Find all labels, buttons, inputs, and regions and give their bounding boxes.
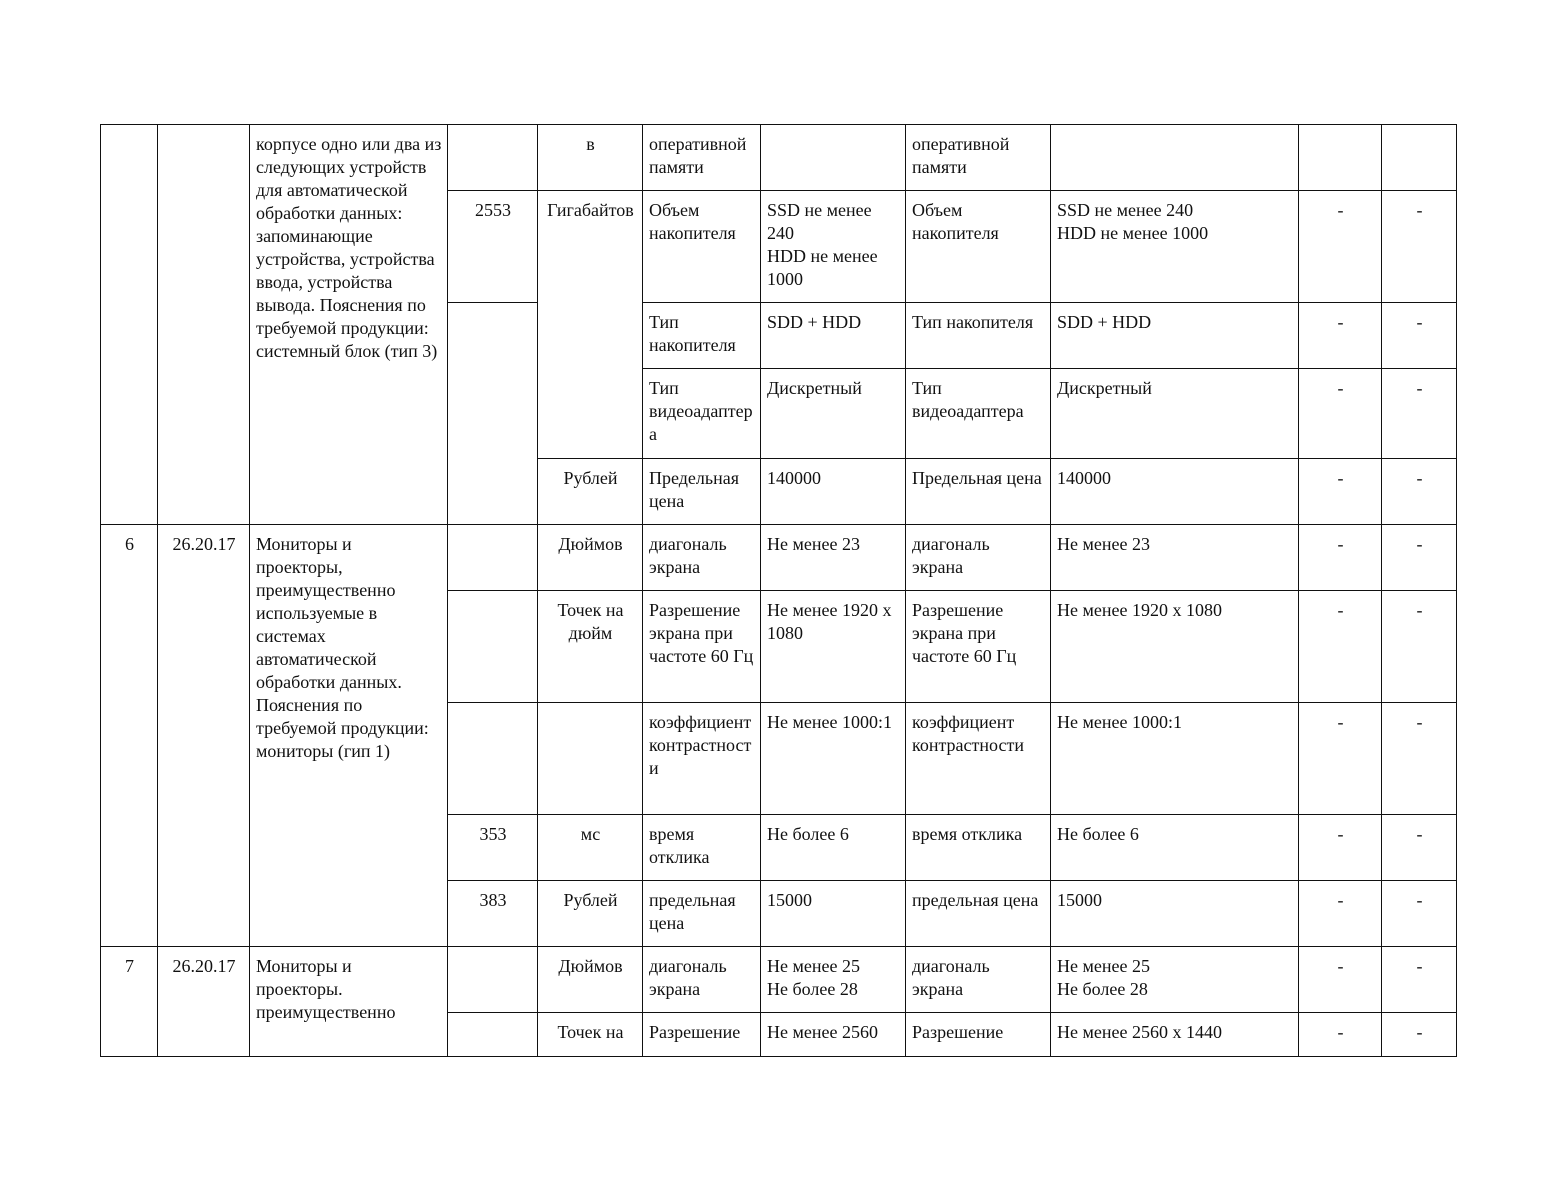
characteristic-name-2: Разрешение bbox=[906, 1013, 1051, 1057]
dash-cell: - bbox=[1299, 591, 1382, 703]
characteristic-name-2: Тип видеоадаптера bbox=[906, 369, 1051, 459]
dash-cell: - bbox=[1299, 525, 1382, 591]
dash-cell: - bbox=[1382, 591, 1457, 703]
unit-name: Рублей bbox=[538, 459, 643, 525]
characteristic-value: 140000 bbox=[761, 459, 906, 525]
characteristic-name-2: предельная цена bbox=[906, 881, 1051, 947]
product-description: Мониторы и проекторы, преимущественно используемые в системах автоматической обработки данных. Пояснения по требуемой продукции: мониторы (гип 1) bbox=[250, 525, 448, 947]
dash-cell: - bbox=[1299, 303, 1382, 369]
okei-code bbox=[448, 525, 538, 591]
dash-cell: - bbox=[1299, 703, 1382, 815]
characteristic-name-2: Тип накопителя bbox=[906, 303, 1051, 369]
okei-code: 353 bbox=[448, 815, 538, 881]
row-number: 7 bbox=[101, 947, 158, 1057]
unit-name: Дюймов bbox=[538, 947, 643, 1013]
okei-code bbox=[448, 1013, 538, 1057]
characteristic-value-2 bbox=[1051, 125, 1299, 191]
unit-name: мс bbox=[538, 815, 643, 881]
characteristic-value-2: 140000 bbox=[1051, 459, 1299, 525]
characteristic-value-2: Дискретный bbox=[1051, 369, 1299, 459]
characteristic-value bbox=[761, 125, 906, 191]
characteristic-value-2: Не более 6 bbox=[1051, 815, 1299, 881]
dash-cell: - bbox=[1299, 459, 1382, 525]
okei-code bbox=[448, 947, 538, 1013]
okei-code: 2553 bbox=[448, 191, 538, 303]
dash-cell: - bbox=[1299, 947, 1382, 1013]
unit-name: Точек на дюйм bbox=[538, 591, 643, 703]
table-row bbox=[101, 947, 1457, 1013]
product-description: корпусе одно или два из следующих устройств для автоматической обработки данных: запоминающие устройства, устройства ввода, устройства вывода. Пояснения по требуемой продукции: системный блок (тип 3) bbox=[250, 125, 448, 525]
characteristic-name-2: Предельная цена bbox=[906, 459, 1051, 525]
dash-cell: - bbox=[1299, 815, 1382, 881]
characteristic-value: 15000 bbox=[761, 881, 906, 947]
characteristic-name-2: Объем накопителя bbox=[906, 191, 1051, 303]
characteristic-name: коэффициент контрастности bbox=[643, 703, 761, 815]
characteristic-name: диагональ экрана bbox=[643, 525, 761, 591]
dash-cell bbox=[1382, 125, 1457, 191]
dash-cell: - bbox=[1382, 881, 1457, 947]
characteristic-value-2: Не менее 2560 х 1440 bbox=[1051, 1013, 1299, 1057]
unit-name: Гигабайтов bbox=[538, 191, 643, 459]
characteristic-value: Не менее 23 bbox=[761, 525, 906, 591]
table-row bbox=[101, 125, 1457, 191]
okpd-code bbox=[158, 125, 250, 525]
characteristic-value: Не менее 1920 х 1080 bbox=[761, 591, 906, 703]
okei-code bbox=[448, 303, 538, 525]
table-row bbox=[101, 525, 1457, 591]
dash-cell: - bbox=[1299, 369, 1382, 459]
characteristic-value-2: 15000 bbox=[1051, 881, 1299, 947]
dash-cell: - bbox=[1382, 1013, 1457, 1057]
dash-cell: - bbox=[1299, 1013, 1382, 1057]
characteristic-name-2: коэффициент контрастности bbox=[906, 703, 1051, 815]
characteristic-value: SSD не менее 240 HDD не менее 1000 bbox=[761, 191, 906, 303]
unit-name: Дюймов bbox=[538, 525, 643, 591]
characteristic-value-2: Не менее 23 bbox=[1051, 525, 1299, 591]
row-number bbox=[101, 125, 158, 525]
dash-cell: - bbox=[1382, 459, 1457, 525]
dash-cell: - bbox=[1382, 947, 1457, 1013]
dash-cell: - bbox=[1299, 191, 1382, 303]
dash-cell: - bbox=[1382, 303, 1457, 369]
characteristic-value-2: SSD не менее 240 HDD не менее 1000 bbox=[1051, 191, 1299, 303]
okei-code: 383 bbox=[448, 881, 538, 947]
characteristic-value: SDD + HDD bbox=[761, 303, 906, 369]
characteristic-name: время отклика bbox=[643, 815, 761, 881]
unit-name: в bbox=[538, 125, 643, 191]
characteristic-value: Дискретный bbox=[761, 369, 906, 459]
dash-cell: - bbox=[1382, 703, 1457, 815]
okei-code bbox=[448, 125, 538, 191]
row-number: 6 bbox=[101, 525, 158, 947]
dash-cell: - bbox=[1382, 525, 1457, 591]
dash-cell: - bbox=[1382, 191, 1457, 303]
characteristic-value-2: Не менее 25 Не более 28 bbox=[1051, 947, 1299, 1013]
characteristic-name: Тип видеоадаптера bbox=[643, 369, 761, 459]
characteristic-name: Разрешение bbox=[643, 1013, 761, 1057]
characteristic-name-2: Разрешение экрана при частоте 60 Гц bbox=[906, 591, 1051, 703]
characteristic-name-2: диагональ экрана bbox=[906, 947, 1051, 1013]
characteristic-value: Не менее 25 Не более 28 bbox=[761, 947, 906, 1013]
unit-name: Точек на bbox=[538, 1013, 643, 1057]
characteristic-name: оперативной памяти bbox=[643, 125, 761, 191]
okei-code bbox=[448, 591, 538, 703]
dash-cell: - bbox=[1382, 369, 1457, 459]
characteristic-value: Не более 6 bbox=[761, 815, 906, 881]
characteristic-name: Тип накопителя bbox=[643, 303, 761, 369]
characteristic-name-2: диагональ экрана bbox=[906, 525, 1051, 591]
characteristic-name-2: оперативной памяти bbox=[906, 125, 1051, 191]
okei-code bbox=[448, 703, 538, 815]
characteristic-name-2: время отклика bbox=[906, 815, 1051, 881]
dash-cell: - bbox=[1382, 815, 1457, 881]
okpd-code: 26.20.17 bbox=[158, 525, 250, 947]
dash-cell bbox=[1299, 125, 1382, 191]
characteristic-value-2: Не менее 1920 х 1080 bbox=[1051, 591, 1299, 703]
characteristic-name: диагональ экрана bbox=[643, 947, 761, 1013]
characteristic-value: Не менее 2560 bbox=[761, 1013, 906, 1057]
okpd-code: 26.20.17 bbox=[158, 947, 250, 1057]
dash-cell: - bbox=[1299, 881, 1382, 947]
characteristic-value: Не менее 1000:1 bbox=[761, 703, 906, 815]
specification-table bbox=[100, 124, 1457, 1057]
characteristic-name: Разрешение экрана при частоте 60 Гц bbox=[643, 591, 761, 703]
unit-name: Рублей bbox=[538, 881, 643, 947]
characteristic-name: Объем накопителя bbox=[643, 191, 761, 303]
unit-name bbox=[538, 703, 643, 815]
characteristic-value-2: SDD + HDD bbox=[1051, 303, 1299, 369]
characteristic-name: предельная цена bbox=[643, 881, 761, 947]
product-description: Мониторы и проекторы. преимущественно bbox=[250, 947, 448, 1057]
characteristic-name: Предельная цена bbox=[643, 459, 761, 525]
characteristic-value-2: Не менее 1000:1 bbox=[1051, 703, 1299, 815]
